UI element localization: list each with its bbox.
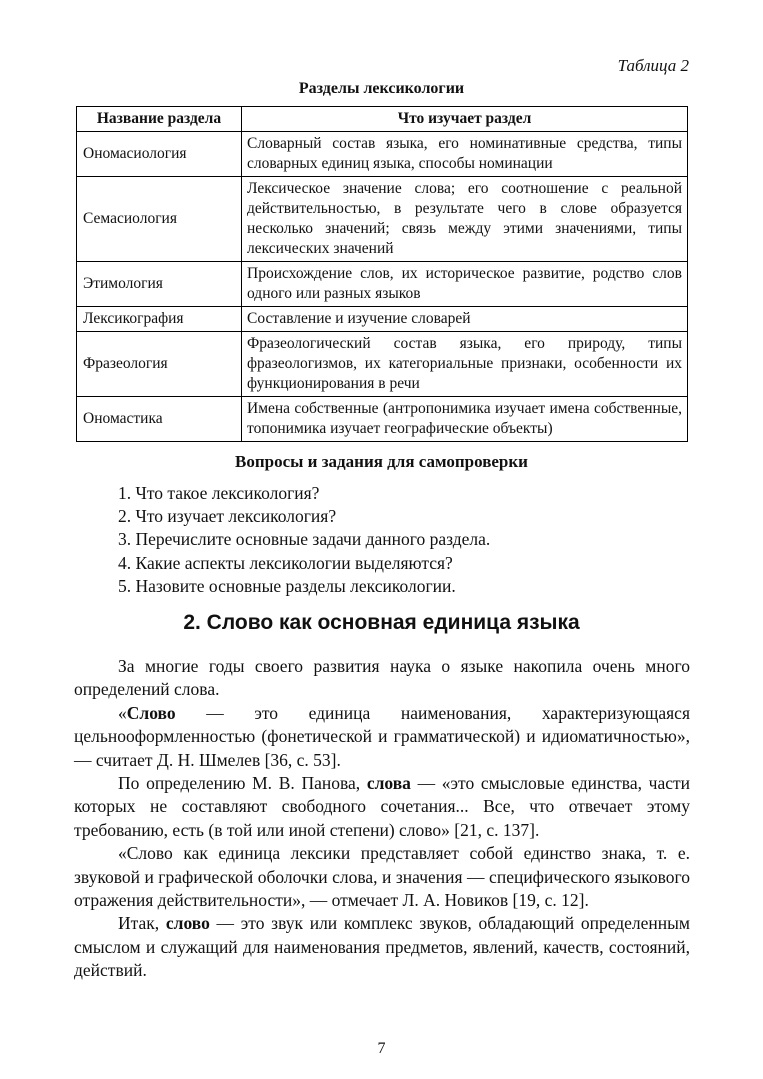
question-item: 5. Назовите основные разделы лексикологии. <box>118 575 456 596</box>
term-bold: Слово <box>126 702 176 723</box>
question-item: 2. Что изучает лексикология? <box>118 506 337 527</box>
section-name: Ономастика <box>77 397 242 442</box>
page-number: 7 <box>377 1040 386 1057</box>
section-description: Лексическое значение слова; его соотношение с реальной действительностью, в результате чего в слове образуется несколько значений; связь между этими значениями, типы лексических значений <box>242 177 688 262</box>
table-title: Разделы лексикологии <box>298 80 465 97</box>
section-description: Происхождение слов, их историческое развитие, родство слов одного или разных языков <box>242 262 688 307</box>
open-quote: « <box>118 702 127 723</box>
question-item: 1. Что такое лексикология? <box>118 483 320 503</box>
table-row <box>77 132 688 177</box>
paragraph-text: По определению М. В. Панова, <box>118 773 367 794</box>
question-item: 4. Какие аспекты лексикологии выделяются? <box>118 552 453 573</box>
paragraph-text: — это звук или комплекс звуков, обладающий определенным смыслом и служащий для наименования предметов, явлений, качеств, состояний, действий. <box>74 913 690 981</box>
table-header-row <box>77 107 688 132</box>
section-name: Лексикография <box>77 307 242 332</box>
section-description: Фразеологический состав языка, его природу, типы фразеологизмов, их категориальные признаки, особенности их функционирования в речи <box>242 332 688 397</box>
paragraph-text: — «это смысловые единства, части которых не составляют свободного сочетания... Все, что отвечает этому требованию, есть (в той или иной степени) слово» [21, с. 137]. <box>74 773 690 840</box>
column-header-name: Название раздела <box>77 107 242 132</box>
table-row <box>77 397 688 442</box>
paragraph-text: — это единица наименования, характеризующаяся цельнооформленностью (фонетической и грамматической) и идиоматичностью», — считает Д. Н. Шмелев [36, с. 53]. <box>74 702 690 770</box>
term-bold: слова <box>366 773 411 794</box>
term-bold: слово <box>165 913 210 934</box>
section-name: Ономасиология <box>77 132 242 177</box>
section-description: Имена собственные (антропонимика изучает имена собственные, топонимика изучает географические объекты) <box>242 397 688 442</box>
section-name: Семасиология <box>77 177 242 262</box>
table-row <box>77 332 688 397</box>
table-row <box>77 177 688 262</box>
questions-list <box>118 482 490 598</box>
table-row <box>77 262 688 307</box>
paragraph: «Слово как единица лексики представляет собой единство знака, т. е. звуковой и графической оболочки слова, и значения — специфического языкового отражения действительности», — отмечает Л. А. Новиков [19, с. 12]. <box>74 843 690 911</box>
paragraph-text: Итак, <box>118 913 166 934</box>
section-name: Этимология <box>77 262 242 307</box>
questions-title: Вопросы и задания для самопроверки <box>235 452 528 471</box>
paragraph: За многие годы своего развития наука о языке накопила очень много определений слова. <box>74 656 690 700</box>
body-text <box>74 655 690 983</box>
column-header-description: Что изучает раздел <box>242 107 688 132</box>
lexicology-sections-table <box>76 106 688 442</box>
paragraph <box>74 912 690 982</box>
table-row <box>77 307 688 332</box>
section-description: Словарный состав языка, его номинативные средства, типы словарных единиц языка, способы номинации <box>242 132 688 177</box>
section-heading: 2. Слово как основная единица языка <box>183 611 580 634</box>
paragraph <box>74 772 690 842</box>
question-item: 3. Перечислите основные задачи данного раздела. <box>118 529 491 550</box>
section-description: Составление и изучение словарей <box>242 307 688 332</box>
paragraph <box>74 702 690 772</box>
section-name: Фразеология <box>77 332 242 397</box>
table-label: Таблица 2 <box>617 56 689 75</box>
